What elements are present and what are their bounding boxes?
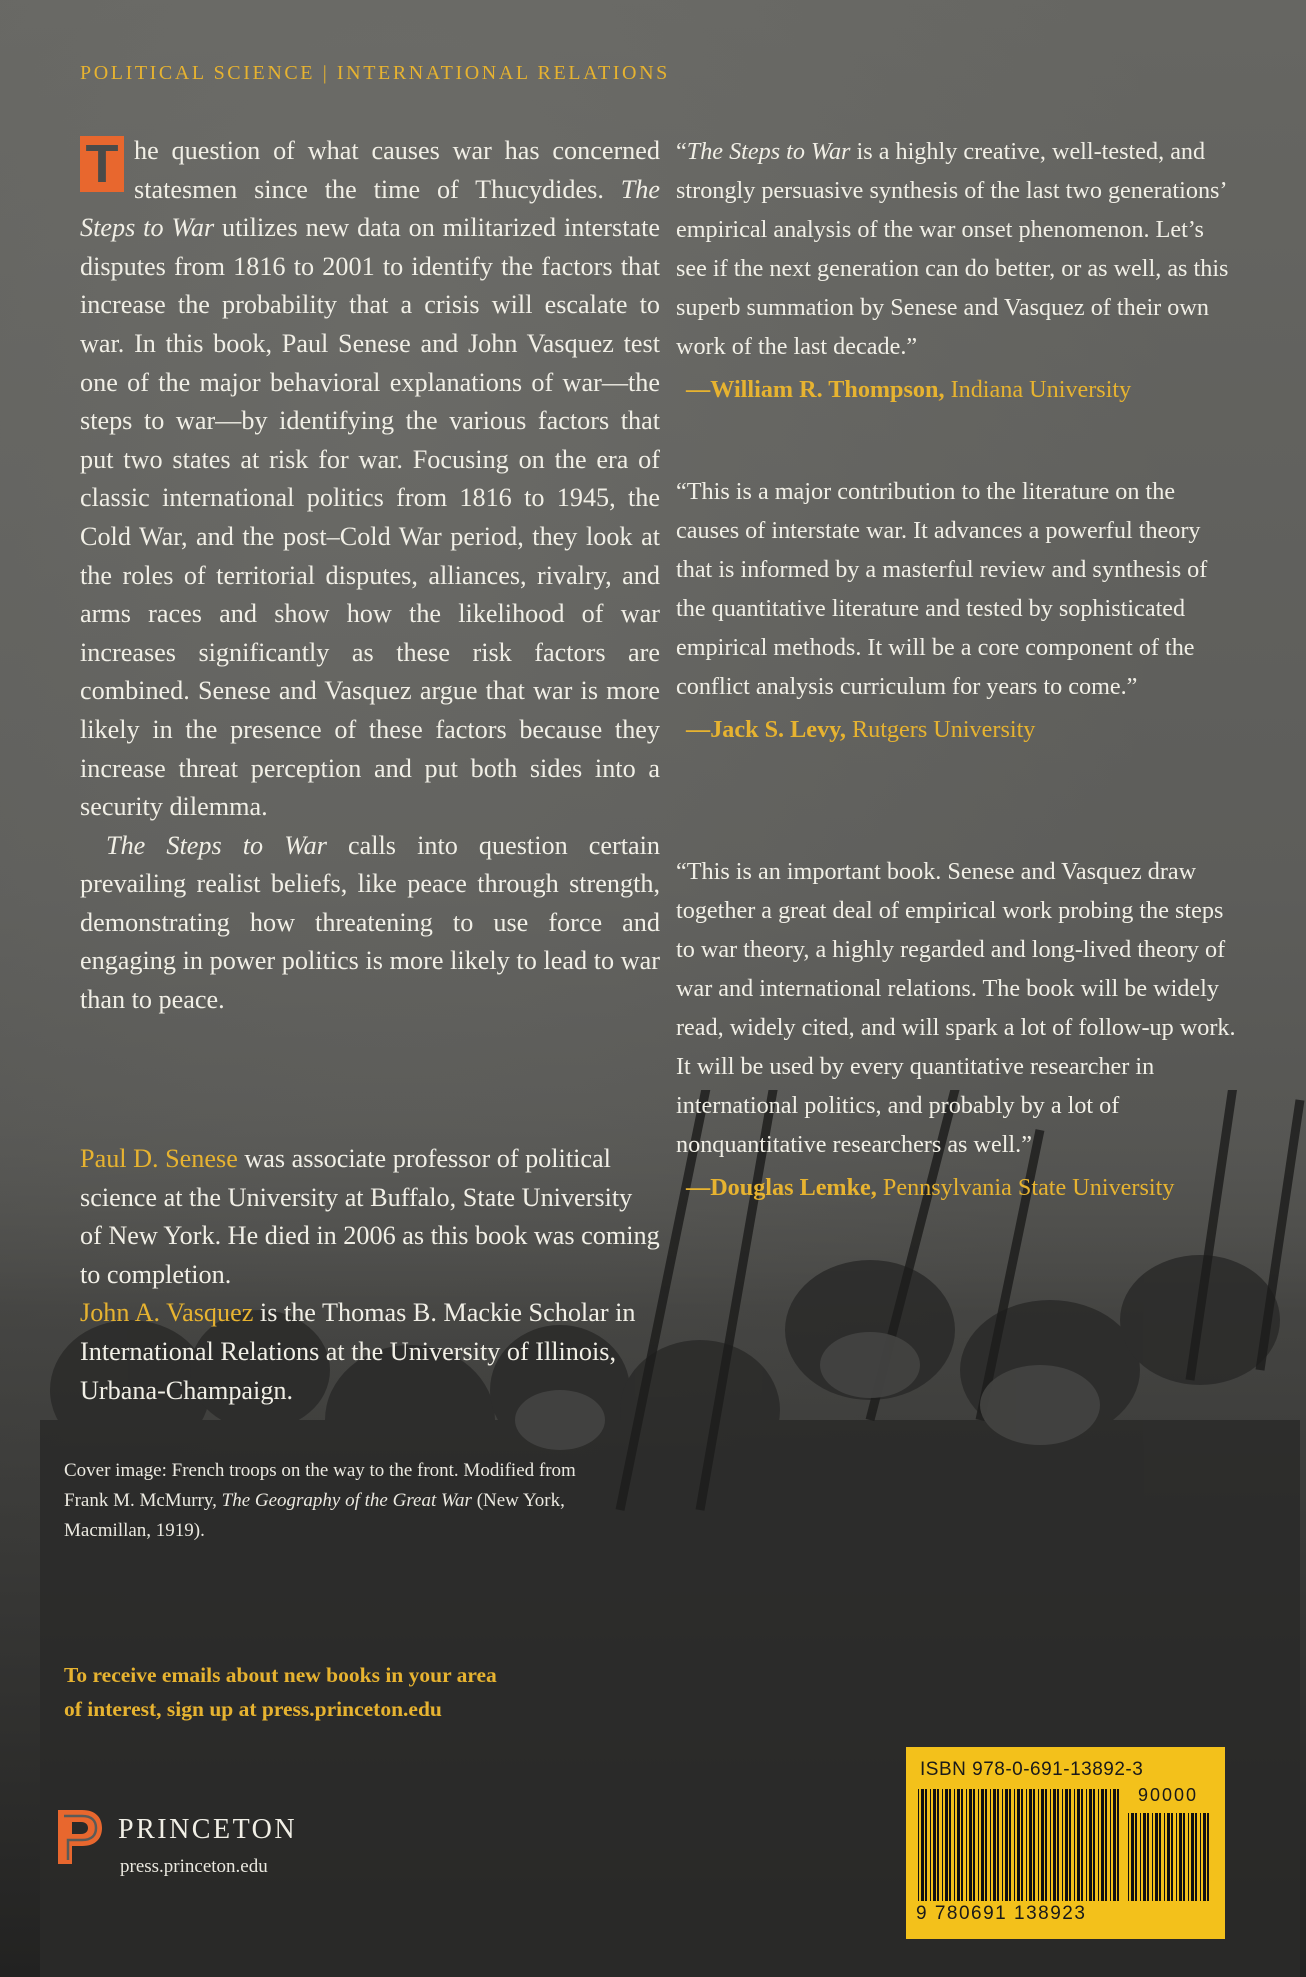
book-title-italic: The Steps to War <box>106 830 327 860</box>
barcode-bar <box>921 1789 924 1901</box>
publisher-url: press.princeton.edu <box>120 1856 268 1877</box>
barcode-bar <box>1164 1813 1165 1901</box>
barcode-bar <box>1021 1789 1023 1901</box>
barcode-bar <box>1143 1813 1146 1901</box>
endorsement-text: “The Steps to War is a highly creative, well-tested, and strongly persuasive synthesis of the last two generations’ empirical analysis of the war onset phenomenon. Let’s see if the next generation can do better, or as well, as this superb summation by Senese and Vasquez of their own work of the last decade.” <box>676 138 1229 360</box>
book-title-italic: The Steps to War <box>80 174 660 243</box>
endorsement-2 <box>676 472 1236 749</box>
ean-number: 9 780691 138923 <box>916 1903 1087 1924</box>
barcode-bar <box>1105 1789 1107 1901</box>
endorsement-text: “This is an important book. Senese and Vasquez draw together a great deal of empirical work probing the steps to war theory, a highly regarded and long-lived theory of war and international relations. The book will be widely read, widely cited, and will spark a lot of follow-up work. It will be used by every quantitative researcher in international politics, and probably by a lot of nonquantitative researchers as well.” <box>676 858 1236 1158</box>
barcode-bar <box>1152 1813 1153 1901</box>
barcode-bar <box>1131 1813 1134 1901</box>
barcode-bar <box>945 1789 948 1901</box>
barcode-bar <box>1026 1789 1027 1901</box>
author-bio-2: John A. Vasquez is the Thomas B. Mackie Scholar in International Relations at the University of Illinois, Urbana-Champaign. <box>80 1298 636 1405</box>
barcode-bar <box>1183 1813 1185 1901</box>
author-bio-1: Paul D. Senese was associate professor of political science at the University at Buffalo, State University of New York. He died in 2006 as this book was coming to completion. <box>80 1144 660 1289</box>
barcode-bar <box>1179 1813 1182 1901</box>
barcode-bar <box>978 1789 979 1901</box>
barcode-bar <box>1117 1789 1119 1901</box>
endorsement-1 <box>676 132 1236 409</box>
endorsement-3 <box>676 852 1236 1207</box>
princeton-p-icon <box>56 1806 106 1866</box>
addon-barcode <box>1128 1789 1214 1901</box>
ean-barcode <box>918 1789 1122 1901</box>
barcode-bar <box>961 1789 963 1901</box>
barcode-bar <box>990 1789 991 1901</box>
barcode-bar <box>942 1789 943 1901</box>
barcode-bar <box>1029 1789 1032 1901</box>
barcode-bar <box>973 1789 975 1901</box>
barcode-bar <box>1017 1789 1020 1901</box>
isbn-barcode-box <box>906 1747 1225 1939</box>
barcode-bar <box>1074 1789 1075 1901</box>
barcode-bar <box>1093 1789 1095 1901</box>
barcode-bar <box>1089 1789 1092 1901</box>
author-bios <box>80 1140 660 1410</box>
barcode-bar <box>1176 1813 1177 1901</box>
barcode-bar <box>969 1789 972 1901</box>
barcode-bar <box>1147 1813 1149 1901</box>
barcode-bar <box>985 1789 987 1901</box>
author-name: John A. Vasquez <box>80 1298 254 1328</box>
publisher-name: PRINCETON <box>118 1814 298 1845</box>
description-paragraph-2: The Steps to War calls into question certain prevailing realist beliefs, like peace through strength, demonstrating how threatening to use force and engaging in power politics is more likely to lead to war than to peace. <box>80 830 660 1015</box>
endorsement-text: “This is a major contribution to the literature on the causes of interstate war. It advances a powerful theory that is informed by a masterful review and synthesis of the quantitative literature and tested by sophisticated empirical methods. It will be a core component of the conflict analysis curriculum for years to come.” <box>676 478 1208 700</box>
barcode-bar <box>957 1789 960 1901</box>
isbn-label: ISBN 978-0-691-13892-3 <box>920 1759 1144 1780</box>
endorser-attribution: —Jack S. Levy, Rutgers University <box>686 716 1036 743</box>
barcode-bar <box>1077 1789 1080 1901</box>
barcode-bar <box>933 1789 936 1901</box>
barcode-bar <box>1050 1789 1051 1901</box>
barcode-bar <box>1098 1789 1099 1901</box>
barcode-bar <box>993 1789 996 1901</box>
barcode-bar <box>1113 1789 1116 1901</box>
barcode-bar <box>966 1789 967 1901</box>
barcode-bar <box>1128 1813 1129 1901</box>
description-column <box>80 132 660 1020</box>
barcode-bar <box>949 1789 951 1901</box>
barcode-bar <box>1159 1813 1161 1901</box>
price-code: 90000 <box>1138 1785 1199 1805</box>
publisher-logo <box>56 1800 376 1910</box>
barcode-bar <box>1053 1789 1056 1901</box>
endorser-attribution: —William R. Thompson, Indiana University <box>686 376 1132 403</box>
barcode-bar <box>1135 1813 1137 1901</box>
barcode-bar <box>1155 1813 1158 1901</box>
barcode-bar <box>997 1789 999 1901</box>
barcode-bar <box>981 1789 984 1901</box>
barcode-bar <box>954 1789 955 1901</box>
barcode-bar <box>930 1789 931 1901</box>
barcode-bar <box>1081 1789 1083 1901</box>
barcode-bar <box>1057 1789 1059 1901</box>
barcode-bar <box>1191 1813 1194 1901</box>
barcode-bar <box>925 1789 927 1901</box>
barcode-bar <box>1062 1789 1063 1901</box>
barcode-bar <box>1038 1789 1039 1901</box>
barcode-bar <box>1200 1813 1201 1901</box>
barcode-bar <box>1101 1789 1104 1901</box>
barcode-bar <box>1195 1813 1197 1901</box>
barcode-bar <box>1065 1789 1068 1901</box>
barcode-bar <box>1005 1789 1008 1901</box>
barcode-bar <box>1069 1789 1071 1901</box>
author-name: Paul D. Senese <box>80 1144 238 1173</box>
barcode-bar <box>1188 1813 1189 1901</box>
barcode-bar <box>1002 1789 1003 1901</box>
barcode-bar <box>1203 1813 1206 1901</box>
category-label: POLITICAL SCIENCE | INTERNATIONAL RELATIONS <box>80 62 670 84</box>
barcode-bar <box>918 1789 919 1901</box>
barcode-bar <box>1171 1813 1173 1901</box>
endorser-attribution: —Douglas Lemke, Pennsylvania State University <box>686 1174 1175 1201</box>
barcode-bar <box>1207 1813 1209 1901</box>
barcode-bar <box>1014 1789 1015 1901</box>
barcode-bar <box>1167 1813 1170 1901</box>
barcode-bar <box>1009 1789 1011 1901</box>
description-paragraph-1: T he question of what causes war has concerned statesmen since the time of Thucydides. The Steps to War utilizes new data on militarized interstate disputes from 1816 to 2001 to identify the factors that increase the probability that a crisis will escalate to war. In this book, Paul Senese and John Vasquez test one of the major behavioral explanations of war—the steps to war—by identifying the various factors that put two states at risk for war. Focusing on the era of classic international politics from 1816 to 1945, the Cold War, and the post–Cold War period, they look at the roles of territorial disputes, alliances, rivalry, and arms races and show how the likelihood of war increases significantly as these risk factors are combined. Senese and Vasquez argue that war is more likely in the presence of these factors because they increase threat perception and put both sides into a security dilemma. <box>80 134 660 822</box>
barcode-bar <box>1045 1789 1047 1901</box>
barcode-bar <box>1110 1789 1111 1901</box>
drop-cap: T <box>80 136 124 192</box>
barcode-bar <box>1033 1789 1035 1901</box>
cover-image-credit: Cover image: French troops on the way to the front. Modified from Frank M. McMurry, The Geography of the Great War (New York, Macmillan, 1919). <box>64 1460 576 1541</box>
barcode-bar <box>1140 1813 1141 1901</box>
barcode-bar <box>1041 1789 1044 1901</box>
barcode-bar <box>937 1789 939 1901</box>
email-signup-note: To receive emails about new books in your area of interest, sign up at press.princeton.edu <box>64 1663 497 1721</box>
barcode-bar <box>1086 1789 1087 1901</box>
